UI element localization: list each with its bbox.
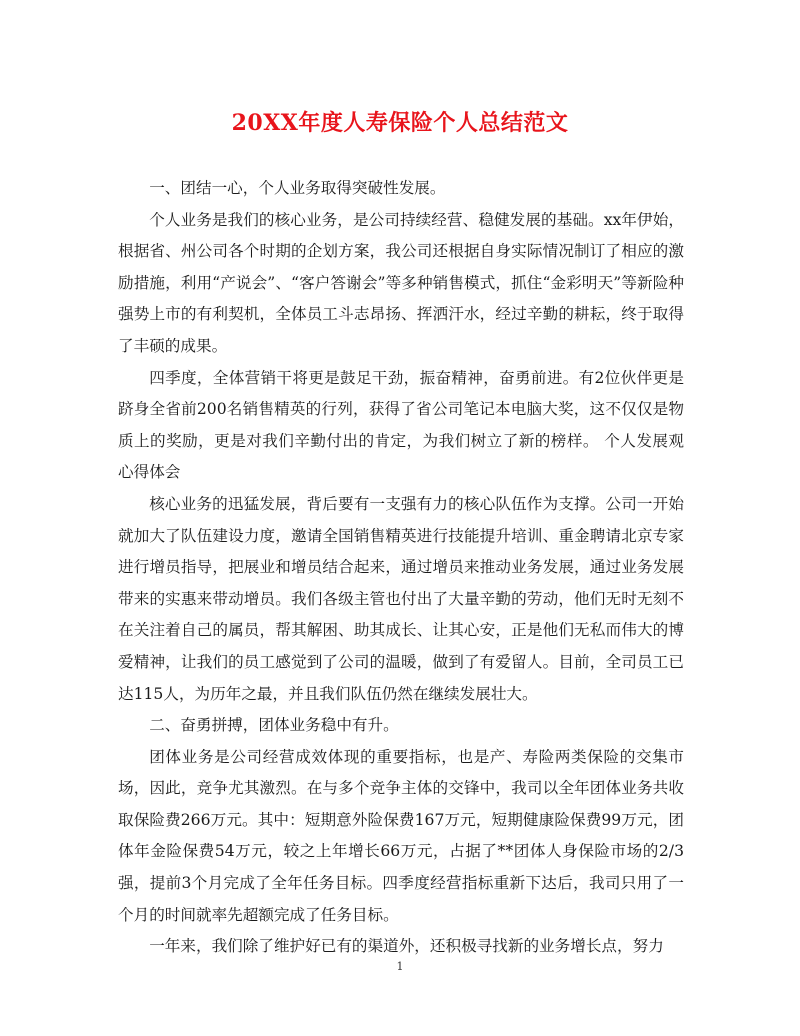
paragraph: 核心业务的迅猛发展，背后要有一支强有力的核心队伍作为支撑。公司一开始就加大了队伍建设力度，邀请全国销售精英进行技能提升培训、重金聘请北京专家进行增员指导，把展业和增员结合起来，通过增员来推动业务发展，通过业务发展带来的实惠来带动增员。我们各级主管也付出了大量辛勤的劳动，他们无时无刻不在关注着自己的属员，帮其解困、助其成长、让其心安，正是他们无私而伟大的博爱精神，让我们的员工感觉到了公司的温暖，做到了有爱留人。目前，全司员工已达115人，为历年之最，并且我们队伍仍然在继续发展壮大。: [118, 494, 684, 703]
heading-section-one: 一、团结一心，个人业务取得突破性发展。: [149, 179, 446, 197]
heading-section-two: 二、奋勇拼搏，团体业务稳中有升。: [149, 716, 399, 735]
paragraph: 四季度，全体营销干将更是鼓足干劲，振奋精神，奋勇前进。有2位伙伴更是跻身全省前200名销售精英的行列，获得了省公司笔记本电脑大奖，这不仅仅是物质上的奖励，更是对我们辛勤付出的肯定，为我们树立了新的榜样。 个人发展观心得体会: [118, 368, 684, 482]
paragraph: 一年来，我们除了维护好已有的渠道外，还积极寻找新的业务增长点，努力: [149, 937, 664, 956]
document-body: [118, 173, 684, 963]
document-title: 20XX年度人寿保险个人总结范文: [231, 110, 569, 136]
paragraph: 团体业务是公司经营成效体现的重要指标，也是产、寿险两类保险的交集市场，因此，竞争尤其激烈。在与多个竞争主体的交锋中，我司以全年团体业务共收取保险费266万元。其中：短期意外险保费167万元，短期健康险保费99万元，团体年金险保费54万元，较之上年增长66万元，占据了**团体人身保险市场的2/3强，提前3个月完成了全年任务目标。四季度经营指标重新下达后，我司只用了一个月的时间就率先超额完成了任务目标。: [118, 747, 684, 924]
page-number: 1: [396, 960, 404, 973]
paragraph: 个人业务是我们的核心业务，是公司持续经营、稳健发展的基础。xx年伊始，根据省、州公司各个时期的企划方案，我公司还根据自身实际情况制订了相应的激励措施，利用“产说会”、“客户答谢会”等多种销售模式，抓住“金彩明天”等新险种强势上市的有利契机，全体员工斗志昂扬、挥洒汗水，经过辛勤的耕耘，终于取得了丰硕的成果。: [118, 210, 684, 355]
